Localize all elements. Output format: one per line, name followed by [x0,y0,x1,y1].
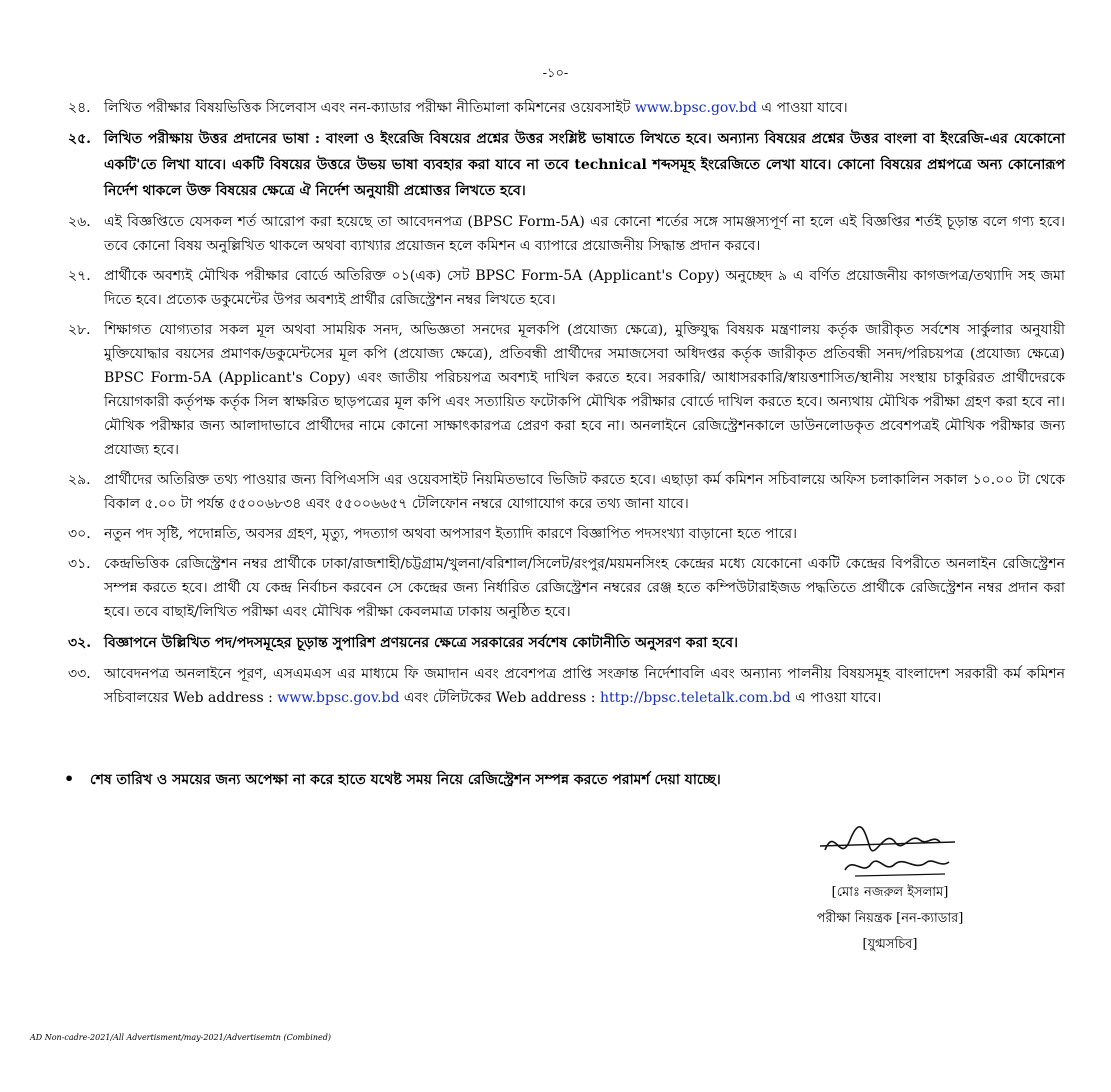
item-number: ৩৩. [68,666,91,682]
item-text: প্রার্থীকে অবশ্যই মৌখিক পরীক্ষার বোর্ডে অতিরিক্ত ০১(এক) সেট BPSC Form-5A (Applicant's Copy) অনুচ্ছেদ ৯ এ বর্ণিত প্রয়োজনীয় কাগজপত্র/তথ্যাদি সহ জমা দিতে হবে। প্রত্যেক ডকুমেন্টের উপর অবশ্যই প্রার্থীর রেজিস্ট্রেশন নম্বর লিখতে হবে। [104,268,1065,308]
signature-block [790,820,990,958]
list-item [60,126,1065,204]
item-text: প্রার্থীদের অতিরিক্ত তথ্য পাওয়ার জন্য বিপিএসসি এর ওয়েবসাইট নিয়মিতভাবে ভিজিট করতে হবে। এছাড়া কর্ম কমিশন সচিবালয়ে অফিস চলাকালিন সকাল ১০.০০ টা থেকে বিকাল ৫.০০ টা পর্যন্ত ৫৫০০৬৮৩৪ এবং ৫৫০০৬৬৫৭ টেলিফোন নম্বরে যোগাযোগ করে তথ্য জানা যাবে। [104,472,1065,512]
item-number: ২৪. [68,100,91,116]
instruction-list [60,96,1065,716]
item-number: ২৮. [68,322,91,338]
bpsc-website-link[interactable]: www.bpsc.gov.bd [277,690,400,706]
item-number: ২৯. [68,472,91,488]
signatory-rank: [যুগ্মসচিব] [862,937,918,952]
signatory-name: [মোঃ নজরুল ইসলাম] [831,885,949,900]
item-text: লিখিত পরীক্ষায় উত্তর প্রদানের ভাষা : বাংলা ও ইংরেজি বিষয়ের প্রশ্নের উত্তর সংশ্লিষ্ট ভাষাতে লিখতে হবে। অন্যান্য বিষয়ের প্রশ্নের উত্তর বাংলা বা ইংরেজি-এর যেকোনো একটি'তে লিখা যাবে। একটি বিষয়ের উত্তরে উভয় ভাষা ব্যবহার করা যাবে না তবে technical শব্দসমূহ ইংরেজিতে লেখা যাবে। কোনো বিষয়ের প্রশ্নপত্রে অন্য কোনোরূপ নির্দেশ থাকলে উক্ত বিষয়ের ক্ষেত্রে ঐ নির্দেশ অনুযায়ী প্রশ্নোত্তর লিখতে হবে। [104,131,1065,199]
list-item [60,264,1065,312]
item-text: শিক্ষাগত যোগ্যতার সকল মূল অথবা সাময়িক সনদ, অভিজ্ঞতা সনদের মূলকপি (প্রযোজ্য ক্ষেত্রে), মুক্তিযুদ্ধ বিষয়ক মন্ত্রণালয় কর্তৃক জারীকৃত সর্বশেষ সার্কুলার অনুযায়ী মুক্তিযোদ্ধার বয়সের প্রমাণক/ডকুমেন্টসের মূল কপি (প্রযোজ্য ক্ষেত্রে), প্রতিবন্ধী প্রার্থীদের সমাজসেবা অধিদপ্তর কর্তৃক জারীকৃত প্রতিবন্ধী সনদ/পরিচয়পত্র (প্রযোজ্য ক্ষেত্রে) BPSC Form-5A (Applicant's Copy) এবং জাতীয় পরিচয়পত্র অবশ্যই দাখিল করতে হবে। সরকারি/ আধাসরকারি/স্বায়ত্তশাসিত/স্থানীয় সংস্থায় চাকুরিরত প্রার্থীদেরকে নিয়োগকারী কর্তৃপক্ষ কর্তৃক সিল স্বাক্ষরিত ছাড়পত্রের মূল কপি এবং সত্যায়িত ফটোকপি মৌখিক পরীক্ষার বোর্ডে দাখিল করতে হবে। অন্যথায় মৌখিক পরীক্ষা গ্রহণ করা হবে না। মৌখিক পরীক্ষার জন্য আলাদাভাবে প্রার্থীদের নামে কোনো সাক্ষাৎকারপত্র প্রেরণ করা হবে না। অনলাইনে রেজিস্ট্রেশনকালে ডাউনলোডকৃত প্রবেশপত্রই মৌখিক পরীক্ষার জন্য প্রযোজ্য হবে। [104,322,1065,458]
list-item [60,468,1065,516]
item-text: বিজ্ঞাপনে উল্লিখিত পদ/পদসমূহের চূড়ান্ত সুপারিশ প্রণয়নের ক্ষেত্রে সরকারের সর্বশেষ কোটানীতি অনুসরণ করা হবে। [104,635,738,651]
list-item [60,522,1065,546]
item-text-mid: এবং টেলিটকের Web address : [399,690,600,706]
teletalk-website-link[interactable]: http://bpsc.teletalk.com.bd [599,690,791,706]
bullet-icon: • [64,769,75,788]
bpsc-website-link[interactable]: www.bpsc.gov.bd [634,100,757,116]
handwritten-signature-icon [815,820,965,880]
item-text: নতুন পদ সৃষ্টি, পদোন্নতি, অবসর গ্রহণ, মৃত্যু, পদত্যাগ অথবা অপসারণ ইত্যাদি কারণে বিজ্ঞাপিত পদসংখ্যা বাড়ানো হতে পারে। [104,526,798,542]
item-text-tail: এ পাওয়া যাবে। [790,690,882,706]
item-number: ২৭. [68,268,91,284]
signatory-designation: পরীক্ষা নিয়ন্ত্রক [নন-ক্যাডার] [816,911,964,926]
item-text: লিখিত পরীক্ষার বিষয়ভিত্তিক সিলেবাস এবং নন-ক্যাডার পরীক্ষা নীতিমালা কমিশনের ওয়েবসাইট [104,100,635,116]
item-number: ৩২. [68,635,92,651]
list-item [60,210,1065,258]
item-text: কেন্দ্রভিত্তিক রেজিস্ট্রেশন নম্বর প্রার্থীকে ঢাকা/রাজশাহী/চট্টগ্রাম/খুলনা/বরিশাল/সিলেট/রংপুর/ময়মনসিংহ কেন্দ্রের মধ্যে যেকোনো একটি কেন্দ্রের বিপরীতে অনলাইন রেজিস্ট্রেশন সম্পন্ন করতে হবে। প্রার্থী যে কেন্দ্র নির্বাচন করবেন সে কেন্দ্রের জন্য নির্ধারিত রেজিস্ট্রেশন নম্বরের রেঞ্জ হতে কম্পিউটারাইজড পদ্ধতিতে প্রার্থীকে রেজিস্ট্রেশন নম্বর প্রদান করা হবে। তবে বাছাই/লিখিত পরীক্ষা এবং মৌখিক পরীক্ষা কেবলমাত্র ঢাকায় অনুষ্ঠিত হবে। [104,556,1065,620]
item-number: ২৫. [68,131,92,147]
list-item [60,96,1065,120]
item-number: ৩১. [68,556,91,572]
page-number: -১০- [542,66,569,81]
item-text-tail: এ পাওয়া যাবে। [756,100,848,116]
item-text: এই বিজ্ঞপ্তিতে যেসকল শর্ত আরোপ করা হয়েছে তা আবেদনপত্র (BPSC Form-5A) এর কোনো শর্তের সঙ্গে সামঞ্জস্যপূর্ণ না হলে এই বিজ্ঞপ্তির শর্তই চূড়ান্ত বলে গণ্য হবে। তবে কোনো বিষয় অনুল্লিখিত থাকলে অথবা ব্যাখ্যার প্রয়োজন হলে কমিশন এ ব্যাপারে প্রয়োজনীয় সিদ্ধান্ত প্রদান করবে। [104,214,1065,254]
advisory-note [64,768,1064,792]
document-footer: AD Non-cadre-2021/All Advertisment/may-2021/Advertisemtn (Combined) [30,1033,331,1042]
list-item [60,630,1065,656]
item-text: আবেদনপত্র অনলাইনে পূরণ, এসএমএস এর মাধ্যমে ফি জমাদান এবং প্রবেশপত্র প্রাপ্তি সংক্রান্ত নির্দেশাবলি এবং অন্যান্য পালনীয় বিষয়সমূহ বাংলাদেশ সরকারী কর্ম কমিশন সচিবালয়ের Web address : [104,666,1065,706]
list-item [60,552,1065,624]
list-item [60,318,1065,462]
item-number: ৩০. [68,526,91,542]
item-number: ২৬. [68,214,91,230]
advisory-note-text: শেষ তারিখ ও সময়ের জন্য অপেক্ষা না করে হাতে যথেষ্ট সময় নিয়ে রেজিস্ট্রেশন সম্পন্ন করতে পরামর্শ দেয়া যাচ্ছে। [90,772,721,788]
list-item [60,662,1065,710]
